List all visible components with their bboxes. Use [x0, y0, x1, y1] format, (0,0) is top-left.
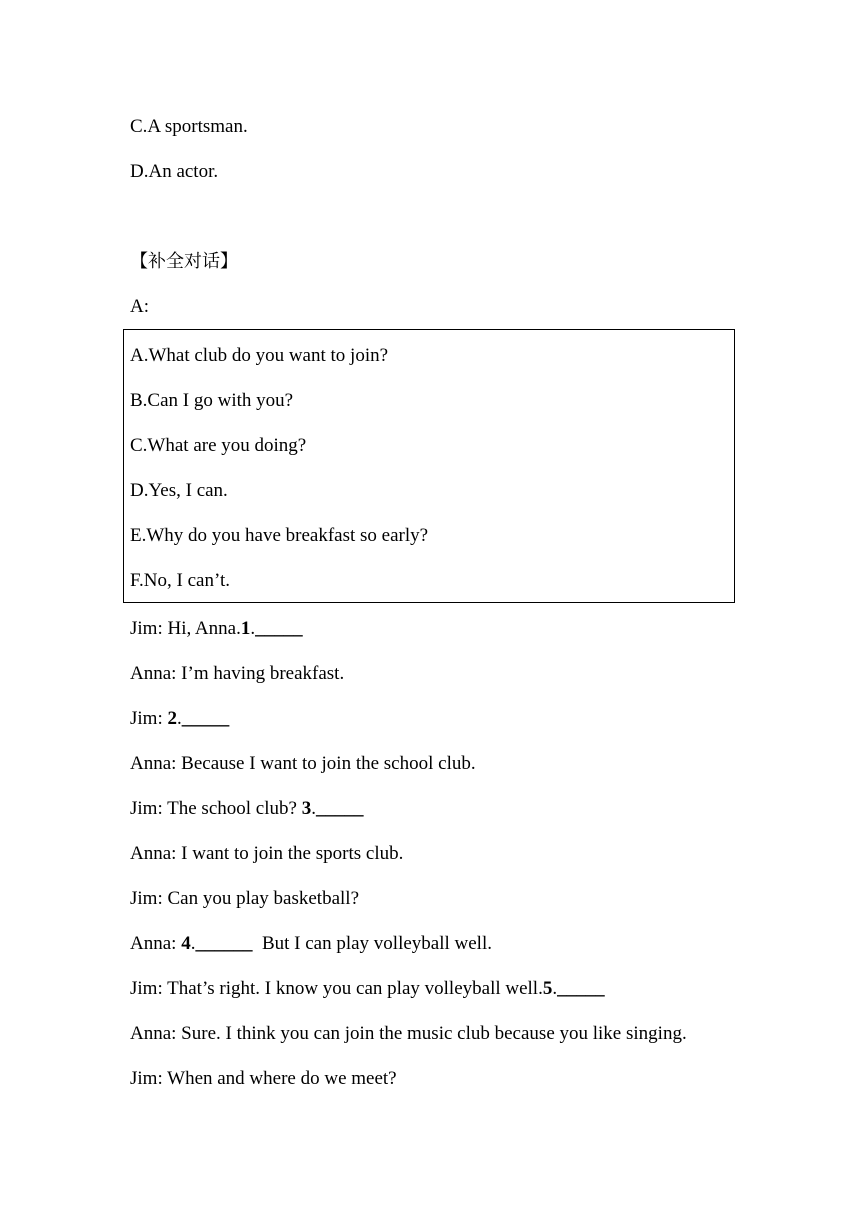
dialogue-line: Anna: Sure. I think you can join the music club because you like singing.: [130, 1023, 687, 1044]
blank-number: 3: [301, 798, 312, 819]
option-f: F.No, I can’t.: [130, 570, 230, 591]
answer-blank: _____: [315, 798, 364, 819]
answer-prefix: A:: [130, 296, 149, 317]
blank-number: 4: [181, 933, 191, 954]
options-box: [123, 329, 735, 603]
option-e: E.Why do you have breakfast so early?: [130, 525, 429, 546]
dialogue-line: Jim: When and where do we meet?: [130, 1068, 397, 1089]
answer-blank: _____: [557, 978, 605, 999]
dialogue-line: Anna: 4.______ But I can play volleyball well.: [130, 933, 492, 954]
dialogue-line: Jim: That’s right. I know you can play volleyball well.5._____: [130, 978, 605, 999]
option-a: A.What club do you want to join?: [130, 345, 389, 366]
dialogue-line: Jim: 2._____: [130, 708, 230, 729]
blank-number: 1: [240, 618, 251, 639]
dialogue-line: Jim: The school club? 3._____: [130, 798, 364, 819]
option-c: C.What are you doing?: [130, 435, 307, 456]
dialogue-line: Jim: Can you play basketball?: [130, 888, 360, 909]
section-title: 【补全对话】: [130, 251, 238, 272]
dialogue-line: Jim: Hi, Anna.1._____: [130, 618, 303, 639]
prev-option-d: D.An actor.: [130, 161, 219, 182]
option-b: B.Can I go with you?: [130, 390, 294, 411]
dialogue-line: Anna: Because I want to join the school club.: [130, 753, 476, 774]
dialogue-line: Anna: I’m having breakfast.: [130, 663, 345, 684]
blank-number: 5: [542, 978, 553, 999]
answer-blank: _____: [181, 708, 230, 729]
blank-number: 2: [167, 708, 177, 729]
option-d: D.Yes, I can.: [130, 480, 228, 501]
prev-option-c: C.A sportsman.: [130, 116, 248, 137]
dialogue-line: Anna: I want to join the sports club.: [130, 843, 404, 864]
answer-blank: _____: [255, 618, 303, 639]
answer-blank: ______: [195, 933, 253, 954]
